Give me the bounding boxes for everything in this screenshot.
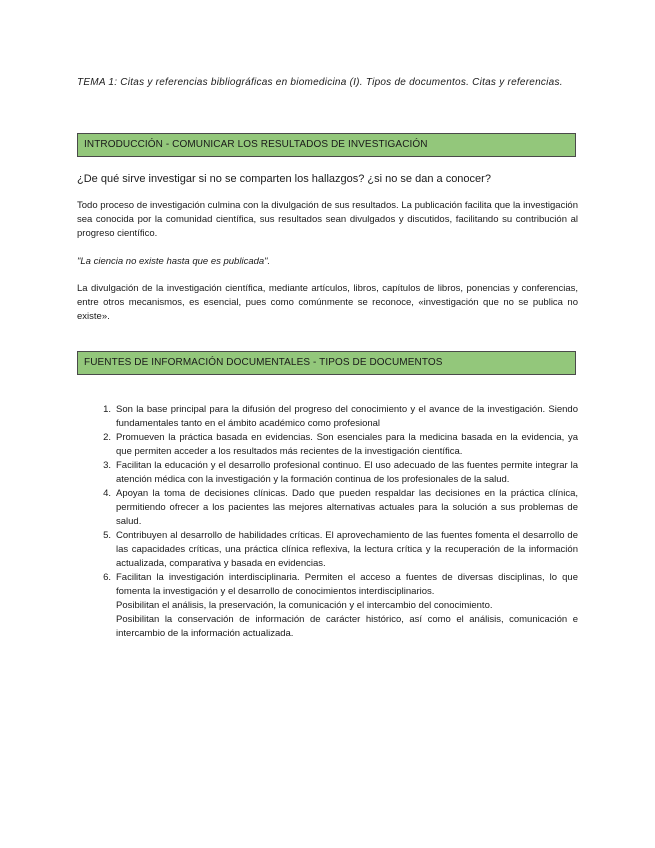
document-title: TEMA 1: Citas y referencias bibliográficas en biomedicina (I). Tipos de documentos. Citas y referencias. xyxy=(77,77,563,88)
list-item-number: 3. xyxy=(103,460,111,471)
section-header-introduccion: INTRODUCCIÓN - COMUNICAR LOS RESULTADOS DE INVESTIGACIÓN xyxy=(77,133,576,157)
list-item-number: 5. xyxy=(103,530,111,541)
intro-paragraph-2: La divulgación de la investigación científica, mediante artículos, libros, capítulos de libros, ponencias y conferencias, entre otros mecanismos, es esencial, pues como comúnmente se reconoce, «investigación que no se publica no existe». xyxy=(77,283,578,322)
list-item-number: 6. xyxy=(103,572,111,583)
list-item-text: Facilitan la investigación interdisciplinaria. Permiten el acceso a fuentes de diversas disciplinas, lo que fomenta la investigación y el desarrollo de conocimientos interdisciplinarios. xyxy=(116,572,578,597)
list-item xyxy=(97,431,578,459)
list-item-text: Son la base principal para la difusión del progreso del conocimiento y el avance de la investigación. Siendo fundamentales tanto en el ámbito académico como profesional xyxy=(116,404,578,429)
list-item xyxy=(97,403,578,431)
list-item-text: Promueven la práctica basada en evidencias. Son esenciales para la medicina basada en la evidencia, ya que permiten acceder a los resultados más recientes de la investigación científica. xyxy=(116,432,578,457)
sources-list xyxy=(97,403,578,641)
list-item xyxy=(97,459,578,487)
list-item-number: 4. xyxy=(103,488,111,499)
list-item-number: 1. xyxy=(103,404,111,415)
list-item-extra-line: Posibilitan la conservación de información de carácter histórico, así como el análisis, comunicación e intercambio de la información actualizada. xyxy=(116,614,578,639)
list-item xyxy=(97,529,578,571)
list-item-extra-line: Posibilitan el análisis, la preservación, la comunicación y el intercambio del conocimiento. xyxy=(116,600,493,611)
list-item-text: Apoyan la toma de decisiones clínicas. Dado que pueden respaldar las decisiones en la práctica clínica, permitiendo ofrecer a los pacientes las mejores alternativas actuales para la solución a sus problemas de salud. xyxy=(116,488,578,527)
section-header-fuentes: FUENTES DE INFORMACIÓN DOCUMENTALES - TIPOS DE DOCUMENTOS xyxy=(77,351,576,375)
list-item-number: 2. xyxy=(103,432,111,443)
intro-question: ¿De qué sirve investigar si no se comparten los hallazgos? ¿si no se dan a conocer? xyxy=(77,173,491,185)
list-item-text: Contribuyen al desarrollo de habilidades críticas. El aprovechamiento de las fuentes fomenta el desarrollo de las capacidades críticas, una práctica clínica reflexiva, la lectura crítica y la recuperación de la información actualizada, comparativa y basada en evidencias. xyxy=(116,530,578,569)
list-item xyxy=(97,487,578,529)
intro-paragraph-1: Todo proceso de investigación culmina con la divulgación de sus resultados. La publicación facilita que la investigación sea conocida por la comunidad científica, sus resultados sean divulgados y discutidos, facilitando su contribución al progreso científico. xyxy=(77,200,578,239)
list-item-text: Facilitan la educación y el desarrollo profesional continuo. El uso adecuado de las fuentes permite integrar la atención médica con la investigación y la formación continua de los profesionales de la salud. xyxy=(116,460,578,485)
list-item xyxy=(97,571,578,641)
intro-quote: "La ciencia no existe hasta que es publicada". xyxy=(77,256,271,267)
